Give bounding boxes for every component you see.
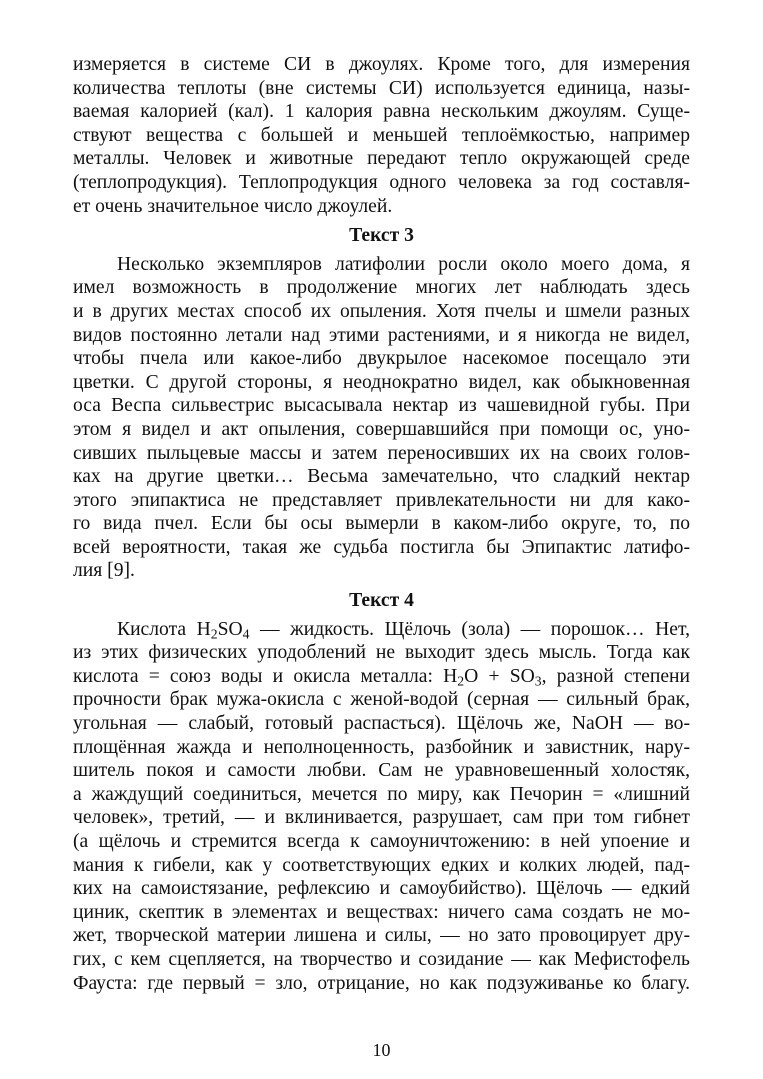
text-line: Фауста: где первый = зло, отрицание, но как подзуживанье ко благу. (73, 972, 690, 994)
text-line: площённая жажда и неполноценность, разбойник и завистник, нару- (73, 736, 690, 758)
text-line: оса Веспа сильвестрис высасывала нектар из чашевидной губы. При (73, 395, 690, 417)
text-fragment: кислота = союз воды и окисла металла: H (73, 665, 458, 687)
text-line: гих, с кем сцепляется, на творчество и созидание — как Мефистофель (73, 948, 690, 970)
text-line: видов постоянно летали над этими растениями, и я никогда не видел, (73, 324, 690, 346)
text-line: сивших пыльцевые массы и затем переносивших их на своих голов- (73, 442, 690, 464)
text-line: этом я видел и акт опыления, совершавшийся при помощи ос, уно- (73, 418, 690, 440)
text-line: го вида пчел. Если бы осы вымерли в каком-либо округе, то, по (73, 513, 690, 535)
text-line: (теплопродукция). Теплопродукция одного человека за год составля- (73, 171, 690, 193)
text-fragment: Кислота H (117, 618, 211, 640)
text-line: угольная — слабый, готовый распасться). Щёлочь же, NaOH — во- (73, 713, 690, 735)
text-line: измеряется в системе СИ в джоулях. Кроме того, для измерения (73, 54, 690, 75)
subscript: 2 (457, 673, 465, 689)
subscript: 2 (210, 626, 218, 642)
section3-paragraph (73, 253, 690, 583)
text-line: количества теплоты (вне системы СИ) используется единица, назы- (73, 77, 690, 99)
section-heading-text4: Текст 4 (349, 590, 414, 612)
text-line: циник, скептик в элементах и веществах: ничего сама создать не мо- (73, 901, 690, 923)
text-fragment: SO (217, 618, 243, 640)
text-line: мания к гибели, как у соответствующих едких и колких людей, пад- (73, 854, 690, 876)
text-line: имел возможность в продолжение многих лет наблюдать здесь (73, 277, 690, 299)
text-line: (а щёлочь и стремится всегда к самоуничтожению: в ней упоение и (73, 831, 690, 852)
text-line: ствуют вещества с большей и меньшей теплоёмкостью, например (73, 124, 690, 146)
text-line: этого эпипактиса не представляет привлекательности ни для како- (73, 489, 690, 511)
text-line: жет, творческой материи лишена и силы, — но зато провоцирует дру- (73, 925, 690, 947)
page-number: 10 (372, 1040, 391, 1060)
section4-paragraph (73, 618, 690, 996)
text-line: ет очень значительное число джоулей. (73, 195, 393, 217)
section-heading-text3: Текст 3 (349, 225, 414, 247)
text-line: из этих физических уподоблений не выходит здесь мысль. Тогда как (73, 642, 690, 664)
text-line: цветки. С другой стороны, я неоднократно видел, как обыкновенная (73, 371, 690, 393)
text-line: а жаждущий соединиться, мечется по миру, как Печорин = «лишний (73, 783, 690, 805)
text-line: ваемая калорией (кал). 1 калория равна нескольким джоулям. Суще- (73, 101, 690, 123)
text-line: металлы. Человек и животные передают тепло окружающей среде (73, 148, 690, 170)
text-line-formula-2 (73, 665, 690, 689)
text-line: и в других местах способ их опыления. Хотя пчелы и шмели разных (73, 300, 690, 322)
text-line-formula-1 (73, 618, 690, 642)
intro-paragraph (73, 53, 690, 218)
text-line: лия [9]. (73, 560, 135, 582)
text-fragment: O + SO (464, 665, 535, 687)
text-line: человек», третий, — и вклинивается, разрушает, сам при том гибнет (73, 807, 690, 829)
text-fragment: — жидкость. Щёлочь (зола) — порошок… Нет, (249, 618, 690, 640)
text-line: ках на другие цветки… Весьма замечательно, что сладкий нектар (73, 466, 690, 488)
text-fragment: , разной степени (541, 665, 691, 687)
text-line: шитель покоя и самости любви. Сам не уравновешенный холостяк, (73, 760, 690, 782)
subscript: 3 (534, 673, 542, 689)
text-line: ких на самоистязание, рефлексию и самоубийство). Щёлочь — едкий (73, 878, 690, 900)
text-line: чтобы пчела или какое-либо двукрылое насекомое посещало эти (73, 348, 690, 370)
text-line: прочности брак мужа-окисла с женой-водой (серная — сильный брак, (73, 689, 690, 711)
text-line: всей вероятности, такая же судьба постигла бы Эпипактис латифо- (73, 536, 690, 558)
body-text (73, 53, 690, 995)
text-line: Несколько экземпляров латифолии росли около моего дома, я (117, 253, 690, 275)
subscript: 4 (242, 626, 250, 642)
